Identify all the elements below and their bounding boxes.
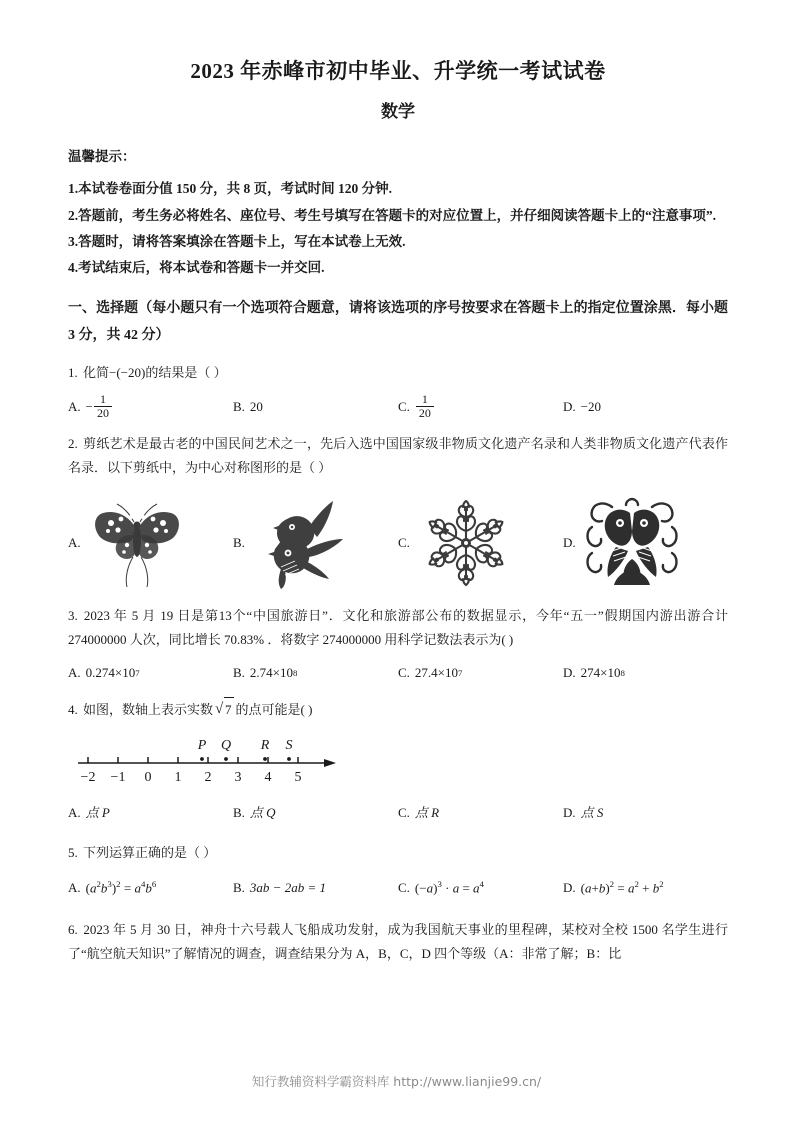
question-2-option-c[interactable]	[398, 497, 563, 589]
option-expression: $(-a)^3 \cdot a = a^4$	[414, 878, 484, 895]
power-base: ×10	[114, 665, 136, 681]
point-marker-s	[287, 757, 291, 761]
question-2-number: 2.	[68, 436, 78, 452]
point-marker-q	[224, 757, 228, 761]
notice-item-3: 3.答题时，请将答案填涂在答题卡上，写在本试卷上无效.	[68, 234, 406, 250]
option-value: −20	[580, 399, 601, 415]
question-4-number: 4.	[68, 702, 78, 718]
question-4-text-before: 如图，数轴上表示实数	[83, 702, 214, 718]
square-root	[215, 697, 234, 722]
question-5	[68, 841, 728, 900]
notice-heading: 温馨提示：	[68, 149, 136, 165]
question-6-text: 2023 年 5 月 30 日，神舟十六号载人飞船成功发射，成为我国航天事业的里程碑，某校对全校 1500 名学生进行了“航空航天知识”了解情况的调查，调查结果分为 A，B，C，D 四个等级（A：非常了解；B：比	[68, 922, 728, 962]
question-2-text: 剪纸艺术是最古老的中国民间艺术之一，先后入选中国国家级非物质文化遗产名录和人类非物质文化遗产代表作名录．以下剪纸中，为中心对称图形的是（ ）	[68, 436, 728, 476]
option-label: C.	[398, 665, 410, 681]
point-marker-p	[200, 757, 204, 761]
fraction	[416, 393, 434, 419]
numerator: 1	[421, 392, 428, 407]
option-label: B.	[233, 535, 245, 551]
question-2-stem	[68, 432, 728, 480]
point-label-q: Q	[220, 737, 232, 753]
twin-fish-papercut-icon	[582, 497, 682, 589]
power-base: ×10	[272, 665, 294, 681]
question-4-stem	[68, 697, 728, 722]
power-base: ×10	[437, 665, 459, 681]
question-1-option-a[interactable]	[68, 394, 233, 420]
number-line-diagram	[72, 729, 342, 791]
tick-label: −2	[80, 769, 96, 785]
minus-sign: −	[85, 399, 93, 415]
question-1-text-before: 化简	[83, 365, 110, 381]
footer-watermark: 知行教辅资料学霸资料库 http://www.lianjie99.cn/	[251, 1074, 542, 1089]
option-label: B.	[233, 399, 245, 415]
question-3-options	[68, 661, 728, 685]
point-label-s: S	[285, 737, 293, 753]
option-label: B.	[233, 804, 245, 820]
question-1-stem	[68, 361, 728, 385]
mantissa: 274	[580, 665, 601, 681]
question-3-option-c[interactable]	[398, 661, 563, 685]
option-value: 点 R	[414, 804, 440, 820]
question-4-option-d[interactable]	[563, 801, 728, 825]
option-label: B.	[233, 879, 245, 895]
power-base: ×10	[600, 665, 621, 681]
question-3-option-a[interactable]	[68, 661, 233, 685]
option-label: A.	[68, 665, 81, 681]
question-4	[68, 697, 728, 824]
option-label: C.	[398, 879, 410, 895]
notice-item-4: 4.考试结束后，将本试卷和答题卡一并交回.	[68, 260, 325, 276]
option-label: A.	[68, 535, 81, 551]
tick-label: 0	[144, 769, 152, 785]
exponent: 7	[458, 668, 463, 679]
question-5-option-c[interactable]	[398, 876, 563, 900]
question-2-option-b[interactable]	[233, 497, 398, 589]
question-6-stem	[68, 918, 728, 966]
question-5-option-b[interactable]	[233, 876, 398, 900]
tick-label: 2	[204, 769, 212, 785]
numerator: 1	[99, 392, 106, 407]
question-1-option-b[interactable]	[233, 394, 398, 420]
question-6-number: 6.	[68, 922, 78, 938]
question-2-option-a[interactable]	[68, 497, 233, 589]
question-4-option-b[interactable]	[233, 801, 398, 825]
denominator: 20	[416, 406, 434, 419]
question-2-option-d[interactable]	[563, 497, 728, 589]
tick-label: −1	[110, 769, 126, 785]
question-5-option-d[interactable]	[563, 876, 728, 900]
option-label: C.	[398, 399, 410, 415]
question-5-option-a[interactable]	[68, 876, 233, 900]
option-expression: $(a+b)^2 = a^2 + b^2$	[580, 878, 664, 895]
question-6	[68, 918, 728, 966]
option-label: A.	[68, 879, 81, 895]
notice-item-2: 2.答题前，考生务必将姓名、座位号、考生号填写在答题卡的对应位置上，并仔细阅读答题卡上的“注意事项”.	[68, 207, 716, 223]
question-3-text: 2023 年 5 月 19 日是第13个“中国旅游日”．文化和旅游部公布的数据显示，今年“五一”假期国内游出游合计 274000000 人次，同比增长 70.83% ．将数字 274000000 用科学记数法表示为( )	[68, 608, 728, 648]
option-label: C.	[398, 804, 410, 820]
question-1-options	[68, 394, 728, 420]
exponent: 8	[620, 668, 625, 679]
swallow-papercut-icon	[251, 497, 351, 589]
subject-title: 数学	[381, 102, 415, 122]
question-5-options	[68, 876, 728, 900]
option-label: A.	[68, 804, 81, 820]
question-1-option-d[interactable]	[563, 394, 728, 420]
question-1-number: 1.	[68, 365, 78, 381]
option-expression: 3ab − 2ab = 1	[249, 879, 326, 895]
tick-label: 1	[174, 769, 182, 785]
section-heading-multiple-choice: 一、选择题（每小题只有一个选项符合题意，请将该选项的序号按要求在答题卡上的指定位置涂黑．每小题 3 分，共 42 分）	[68, 300, 728, 343]
option-value: 点 P	[85, 804, 110, 820]
radicand: 7	[224, 697, 234, 722]
option-expression: $(a^2b^3)^2 = a^4b^6$	[85, 878, 157, 895]
option-label: D.	[563, 665, 576, 681]
page-title: 2023 年赤峰市初中毕业、升学统一考试试卷	[190, 59, 606, 83]
point-marker-r	[263, 757, 267, 761]
question-3	[68, 604, 728, 685]
question-3-option-b[interactable]	[233, 661, 398, 685]
tick-label: 3	[234, 769, 242, 785]
question-5-text: 下列运算正确的是（ ）	[83, 844, 217, 860]
question-3-number: 3.	[68, 608, 78, 624]
question-1-text-after: 的结果是（ ）	[145, 365, 227, 381]
option-label: D.	[563, 399, 576, 415]
option-value: 点 Q	[249, 804, 276, 820]
question-1-option-c[interactable]	[398, 394, 563, 420]
question-4-options	[68, 801, 728, 825]
question-4-option-a[interactable]	[68, 801, 233, 825]
question-2-options	[68, 494, 728, 592]
mantissa: 0.274	[85, 665, 115, 681]
denominator: 20	[94, 406, 112, 419]
notice-item-1: 1.本试卷卷面分值 150 分，共 8 页，考试时间 120 分钟.	[68, 181, 392, 197]
option-label: A.	[68, 399, 81, 415]
option-value: 20	[249, 399, 263, 415]
option-label: D.	[563, 804, 576, 820]
point-label-r: R	[260, 737, 270, 753]
question-1-expression: −(−20)	[109, 365, 146, 381]
question-5-stem	[68, 841, 728, 865]
question-3-option-d[interactable]	[563, 661, 728, 685]
tick-label: 5	[294, 769, 302, 785]
tick-label: 4	[264, 769, 272, 785]
question-4-option-c[interactable]	[398, 801, 563, 825]
option-value: 点 S	[580, 804, 604, 820]
question-2	[68, 432, 728, 592]
option-label: B.	[233, 665, 245, 681]
option-label: C.	[398, 535, 410, 551]
option-label: D.	[563, 879, 576, 895]
butterfly-papercut-icon	[87, 497, 187, 589]
fraction	[94, 393, 112, 419]
question-1	[68, 361, 728, 420]
question-4-text-after: 的点可能是( )	[235, 702, 313, 718]
exponent: 8	[293, 668, 298, 679]
exponent: 7	[135, 668, 140, 679]
question-4-number-line	[72, 729, 728, 799]
page-content	[68, 58, 728, 966]
point-label-p: P	[197, 737, 207, 753]
mantissa: 27.4	[414, 665, 438, 681]
option-label: D.	[563, 535, 576, 551]
question-5-number: 5.	[68, 844, 78, 860]
snowflake-papercut-icon	[416, 497, 516, 589]
question-3-stem	[68, 604, 728, 652]
mantissa: 2.74	[249, 665, 273, 681]
